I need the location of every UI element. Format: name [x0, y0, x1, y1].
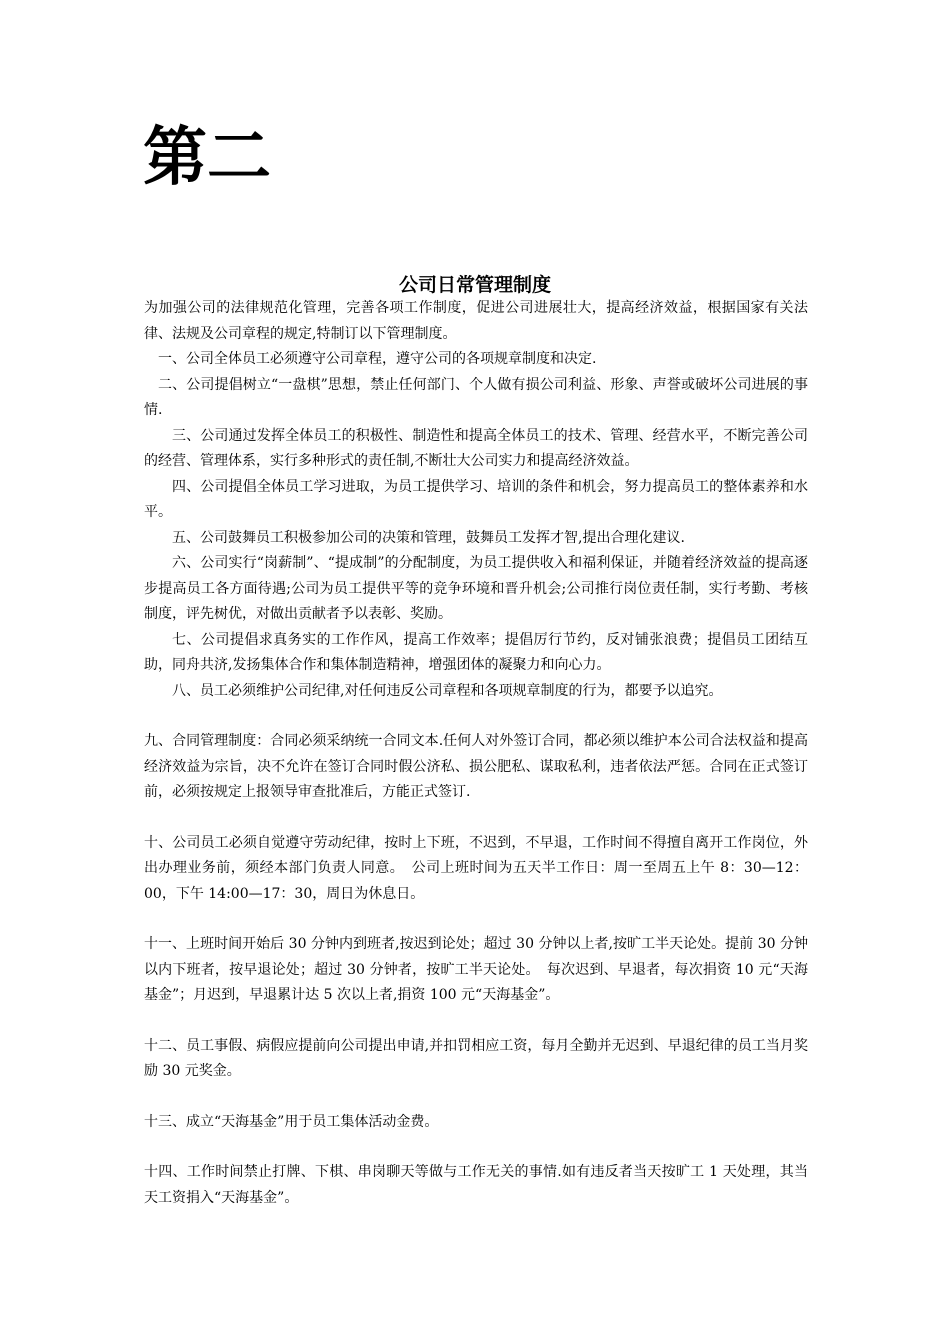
chapter-heading: 第二 [143, 120, 271, 195]
rule-item-10: 十、公司员工必须自觉遵守劳动纪律，按时上下班，不迟到，不早退，工作时间不得擅自离开工作岗位，外出办理业务前，须经本部门负责人同意。 公司上班时间为五天半工作日：周一至周五上午 8：30—12：00，下午 14:00—17：30，周日为休息日。 [144, 834, 808, 902]
rule-item-4: 四、公司提倡全体员工学习进取，为员工提供学习、培训的条件和机会，努力提高员工的整体素养和水平。 [144, 478, 808, 520]
rule-item-7: 七、公司提倡求真务实的工作作风，提高工作效率；提倡厉行节约，反对铺张浪费；提倡员工团结互助，同舟共济,发扬集体合作和集体制造精神，增强团体的凝聚力和向心力。 [144, 631, 808, 673]
rule-item-8: 八、员工必须维护公司纪律,对任何违反公司章程和各项规章制度的行为，都要予以追究。 [172, 682, 723, 699]
rule-item-11: 十一、上班时间开始后 30 分钟内到班者,按迟到论处；超过 30 分钟以上者,按旷工半天论处。提前 30 分钟以内下班者，按早退论处；超过 30 分钟者，按旷工半天论处。 每次迟到、早退者，每次捐资 10 元“天海基金”；月迟到，早退累计达 5 次以上者,捐资 100 元“天海基金”。 [144, 936, 808, 1003]
rule-item-12: 十二、员工事假、病假应提前向公司提出申请,并扣罚相应工资，每月全勤并无迟到、早退纪律的员工当月奖励 30 元奖金。 [144, 1037, 808, 1079]
rule-item-9: 九、合同管理制度：合同必须采纳统一合同文本.任何人对外签订合同，都必须以维护本公司合法权益和提高经济效益为宗旨，决不允许在签订合同时假公济私、损公肥私、谋取私利，违者依法严惩。合同在正式签订前，必须按规定上报领导审查批准后，方能正式签订. [144, 733, 808, 800]
intro-paragraph: 为加强公司的法律规范化管理，完善各项工作制度，促进公司进展壮大，提高经济效益，根据国家有关法律、法规及公司章程的规定,特制订以下管理制度。 [144, 300, 808, 342]
document-title: 公司日常管理制度 [398, 274, 551, 296]
rule-item-2: 二、公司提倡树立“一盘棋”思想，禁止任何部门、个人做有损公司利益、形象、声誉或破坏公司进展的事情. [144, 376, 808, 418]
rule-item-3: 三、公司通过发挥全体员工的积极性、制造性和提高全体员工的技术、管理、经营水平，不断完善公司的经营、管理体系，实行多种形式的责任制,不断壮大公司实力和提高经济效益。 [144, 427, 808, 469]
document-body [144, 296, 808, 1211]
rule-item-14: 十四、工作时间禁止打牌、下棋、串岗聊天等做与工作无关的事情.如有违反者当天按旷工 1 天处理，其当天工资捐入“天海基金”。 [144, 1164, 808, 1206]
rule-item-1: 一、公司全体员工必须遵守公司章程，遵守公司的各项规章制度和决定. [158, 351, 597, 367]
rule-item-6: 六、公司实行“岗薪制”、“提成制”的分配制度，为员工提供收入和福利保证，并随着经济效益的提高逐步提高员工各方面待遇;公司为员工提供平等的竞争环境和晋升机会;公司推行岗位责任制，实行考勤、考核制度，评先树优，对做出贡献者予以表彰、奖励。 [144, 555, 808, 622]
rule-item-5: 五、公司鼓舞员工积极参加公司的决策和管理，鼓舞员工发挥才智,提出合理化建议. [172, 529, 685, 546]
rule-item-13: 十三、成立“天海基金”用于员工集体活动金费。 [144, 1113, 439, 1130]
